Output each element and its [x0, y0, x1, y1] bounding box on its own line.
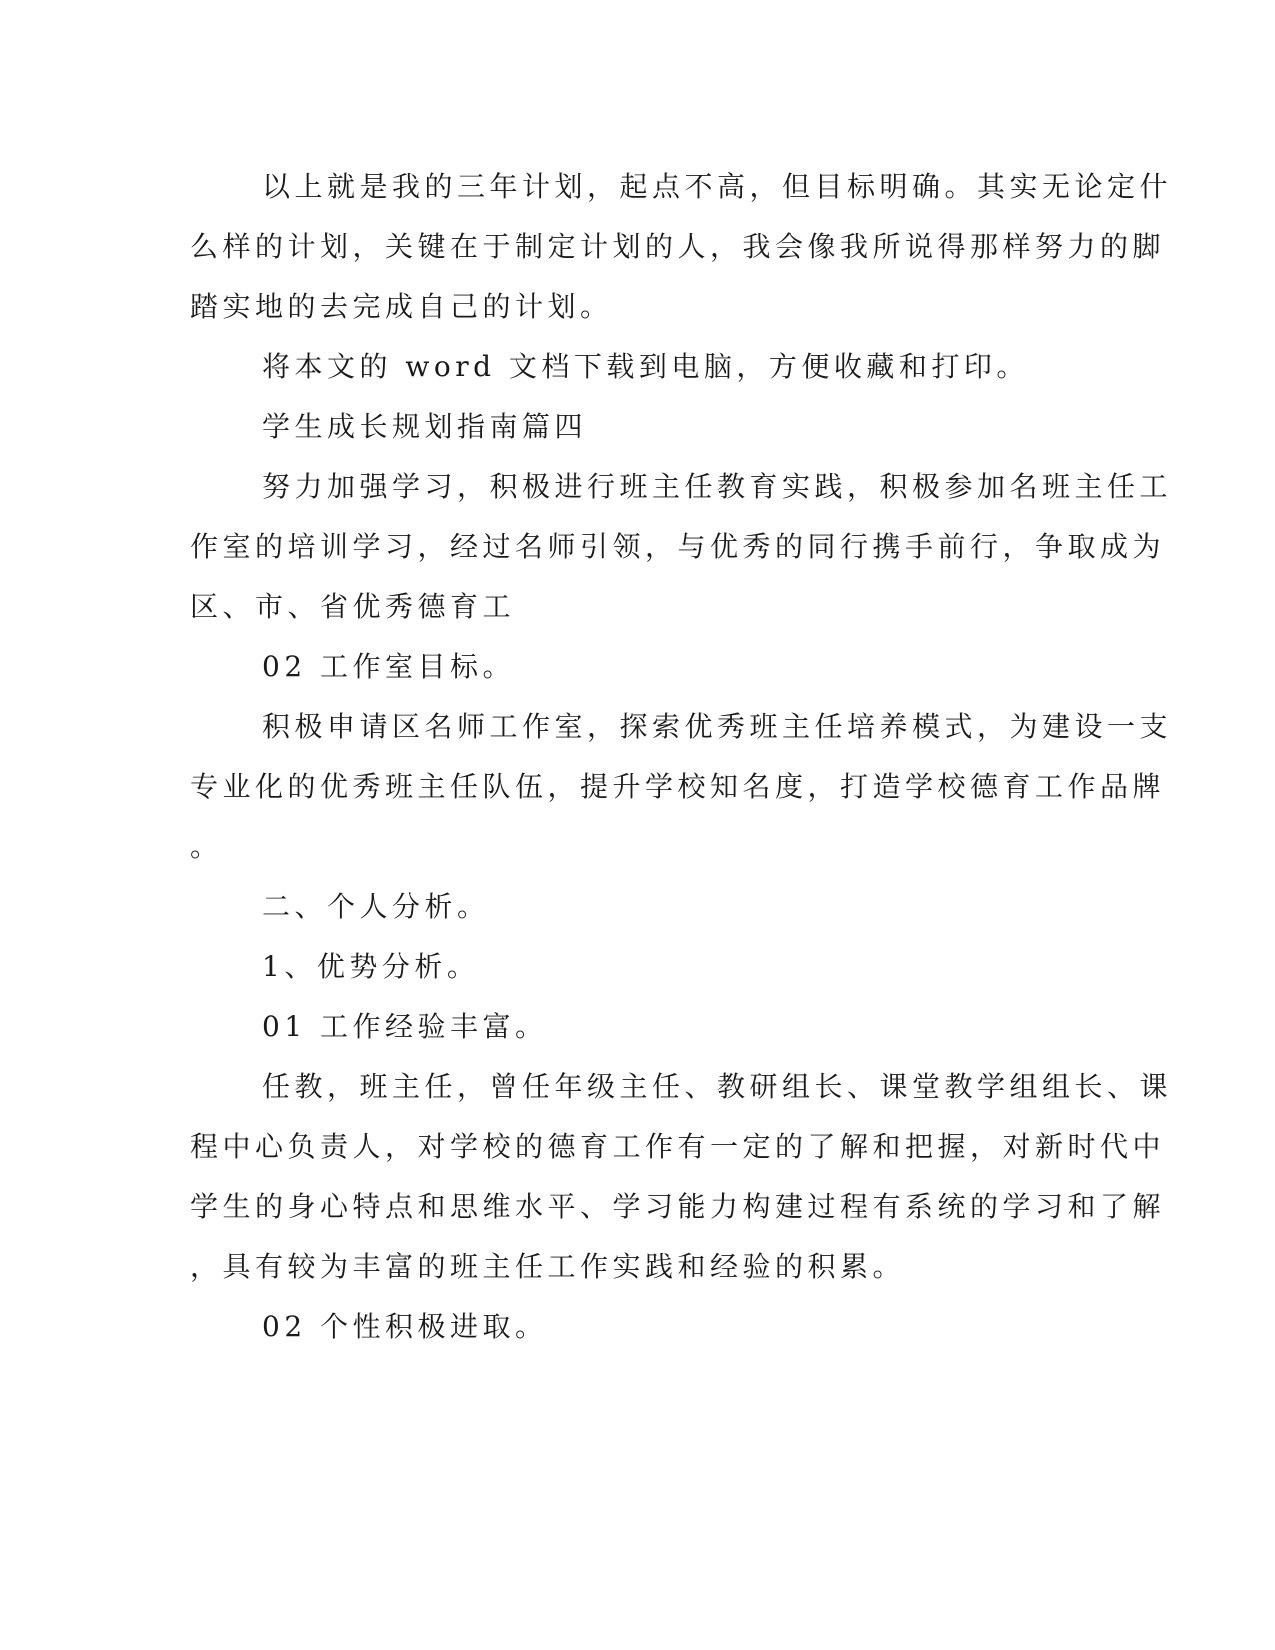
text-line: 将本文的 word 文档下载到电脑，方便收藏和打印。 — [262, 350, 1029, 383]
subheading: 二、个人分析。 — [262, 890, 490, 923]
subheading: 01 工作经验丰富。 — [262, 1010, 548, 1043]
text-line: 积极申请区名师工作室，探索优秀班主任培养模式，为建设一支 — [262, 710, 1173, 743]
text-line: 以上就是我的三年计划，起点不高，但目标明确。其实无论定什 — [262, 170, 1173, 203]
text-line: 努力加强学习，积极进行班主任教育实践，积极参加名班主任工 — [262, 470, 1173, 503]
text-line: 踏实地的去完成自己的计划。 — [190, 290, 613, 323]
section-heading: 学生成长规划指南篇四 — [262, 410, 588, 443]
text-line: 任教，班主任，曾任年级主任、教研组长、课堂教学组组长、课 — [262, 1070, 1173, 1103]
text-line: 学生的身心特点和思维水平、学习能力构建过程有系统的学习和了解 — [190, 1190, 1166, 1223]
text-line: 么样的计划，关键在于制定计划的人，我会像我所说得那样努力的脚 — [190, 230, 1166, 263]
text-line: 。 — [190, 830, 223, 863]
text-line: 程中心负责人，对学校的德育工作有一定的了解和把握，对新时代中 — [190, 1130, 1166, 1163]
subheading: 02 工作室目标。 — [262, 650, 516, 683]
text-line: 区、市、省优秀德育工 — [190, 590, 516, 623]
text-line: ，具有较为丰富的班主任工作实践和经验的积累。 — [190, 1250, 906, 1283]
text-line: 专业化的优秀班主任队伍，提升学校知名度，打造学校德育工作品牌 — [190, 770, 1166, 803]
subheading: 02 个性积极进取。 — [262, 1310, 548, 1343]
subheading: 1、优势分析。 — [262, 950, 480, 983]
text-line: 作室的培训学习，经过名师引领，与优秀的同行携手前行，争取成为 — [190, 530, 1166, 563]
